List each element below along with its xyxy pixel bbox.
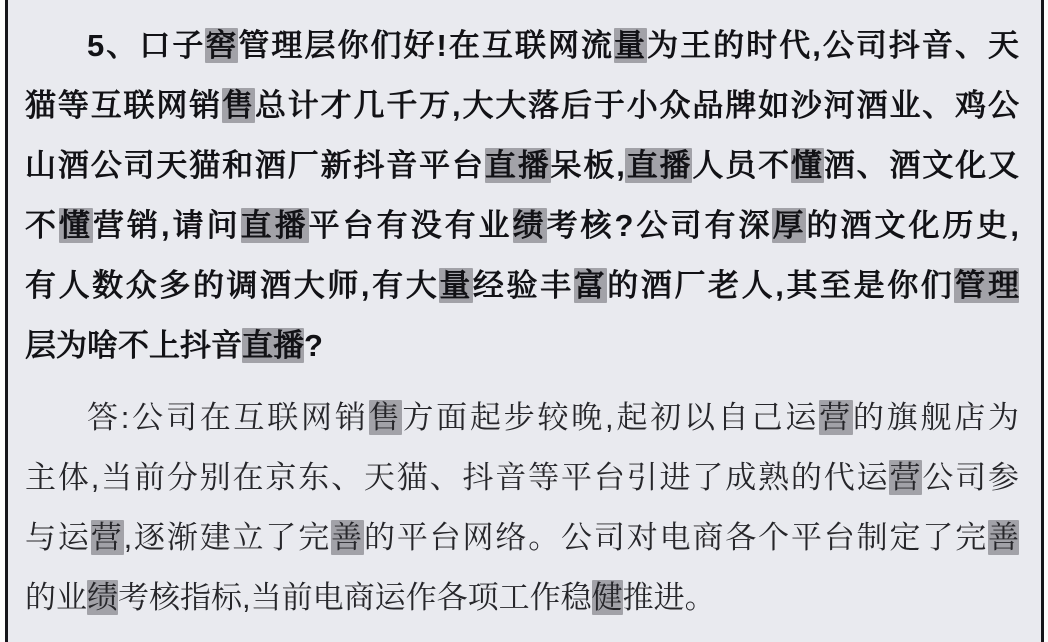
text-line xyxy=(25,448,1019,508)
highlighted-text-run: 直播 xyxy=(624,148,693,183)
text-run: 有人数众多的调酒大师,有大 xyxy=(25,268,440,303)
text-run: 平台有没有业 xyxy=(308,208,513,243)
text-run: 山酒公司天猫和酒厂新抖音平台 xyxy=(25,148,485,183)
highlighted-text-run: 直播 xyxy=(484,148,551,183)
text-run: 酒、酒文化又 xyxy=(823,148,1020,183)
text-run: 推进。 xyxy=(622,580,716,615)
highlighted-text-run: 售 xyxy=(368,400,403,435)
text-run: 的业 xyxy=(25,580,87,615)
highlighted-text-run: 富 xyxy=(573,268,608,303)
highlighted-text-run: 懂 xyxy=(59,208,93,243)
text-run: ,逐渐建立了完 xyxy=(123,520,332,555)
highlighted-text-run: 售 xyxy=(222,88,255,123)
text-run: 5、口子 xyxy=(87,28,206,63)
text-run: 呆板, xyxy=(550,148,625,183)
text-run: 公司参 xyxy=(922,460,1020,495)
text-run: 管理层你们好!在互联网流 xyxy=(238,28,615,63)
highlighted-text-run: 直播 xyxy=(240,208,309,243)
text-run: 的旗舰店为 xyxy=(852,400,1019,435)
text-line xyxy=(25,316,1019,376)
text-run: 考核指标,当前电商运作各项工作稳 xyxy=(118,580,592,615)
text-run: ? xyxy=(304,328,323,363)
highlighted-text-run: 量 xyxy=(614,28,648,63)
highlighted-text-run: 懂 xyxy=(790,148,824,183)
text-run: 猫等互联网销 xyxy=(25,88,223,123)
text-run: 答:公司在互联网销 xyxy=(87,400,369,435)
text-line xyxy=(25,256,1019,316)
text-run: 为王的时代,公司抖音、天 xyxy=(647,28,1019,63)
text-line xyxy=(25,388,1019,448)
text-run: 的平台网络。公司对电商各个平台制定了完 xyxy=(363,520,989,555)
text-line xyxy=(25,196,1019,256)
highlighted-text-run: 管理 xyxy=(954,268,1019,303)
highlighted-text-run: 营 xyxy=(819,400,853,435)
text-run: 营销,请问 xyxy=(93,208,241,243)
paragraph-question xyxy=(25,16,1019,376)
text-run: 考核?公司有深 xyxy=(546,208,773,243)
text-run: 总计才几千万,大大落后于小众品牌如沙河酒业、鸡公 xyxy=(254,88,1020,123)
document-body xyxy=(25,16,1019,628)
text-run: 与运 xyxy=(25,520,91,555)
highlighted-text-run: 善 xyxy=(331,520,364,555)
text-line xyxy=(25,16,1019,76)
highlighted-text-run: 直播 xyxy=(242,328,304,363)
highlighted-text-run: 窖 xyxy=(205,28,239,63)
text-run: 人员不 xyxy=(692,148,791,183)
highlighted-text-run: 营 xyxy=(90,520,124,555)
highlighted-text-run: 善 xyxy=(988,520,1020,555)
paragraph-answer xyxy=(25,388,1019,628)
text-run: 不 xyxy=(25,208,59,243)
text-line xyxy=(25,76,1019,136)
document-page xyxy=(5,0,1044,642)
text-line xyxy=(25,136,1019,196)
text-line xyxy=(25,508,1019,568)
text-run: 的酒厂老人,其至是你们 xyxy=(607,268,955,303)
text-run: 经验丰 xyxy=(472,268,574,303)
highlighted-text-run: 营 xyxy=(889,460,923,495)
text-run: 层为啥不上抖音 xyxy=(25,328,242,363)
highlighted-text-run: 绩 xyxy=(87,580,118,615)
highlighted-text-run: 厚 xyxy=(772,208,807,243)
highlighted-text-run: 量 xyxy=(439,268,473,303)
text-run: 的酒文化历史, xyxy=(806,208,1020,243)
text-line xyxy=(25,568,1019,628)
highlighted-text-run: 健 xyxy=(591,580,623,615)
text-run: 主体,当前分别在京东、天猫、抖音等平台引进了成熟的代运 xyxy=(25,460,890,495)
text-run: 方面起步较晚,起初以自己运 xyxy=(402,400,820,435)
highlighted-text-run: 绩 xyxy=(512,208,547,243)
